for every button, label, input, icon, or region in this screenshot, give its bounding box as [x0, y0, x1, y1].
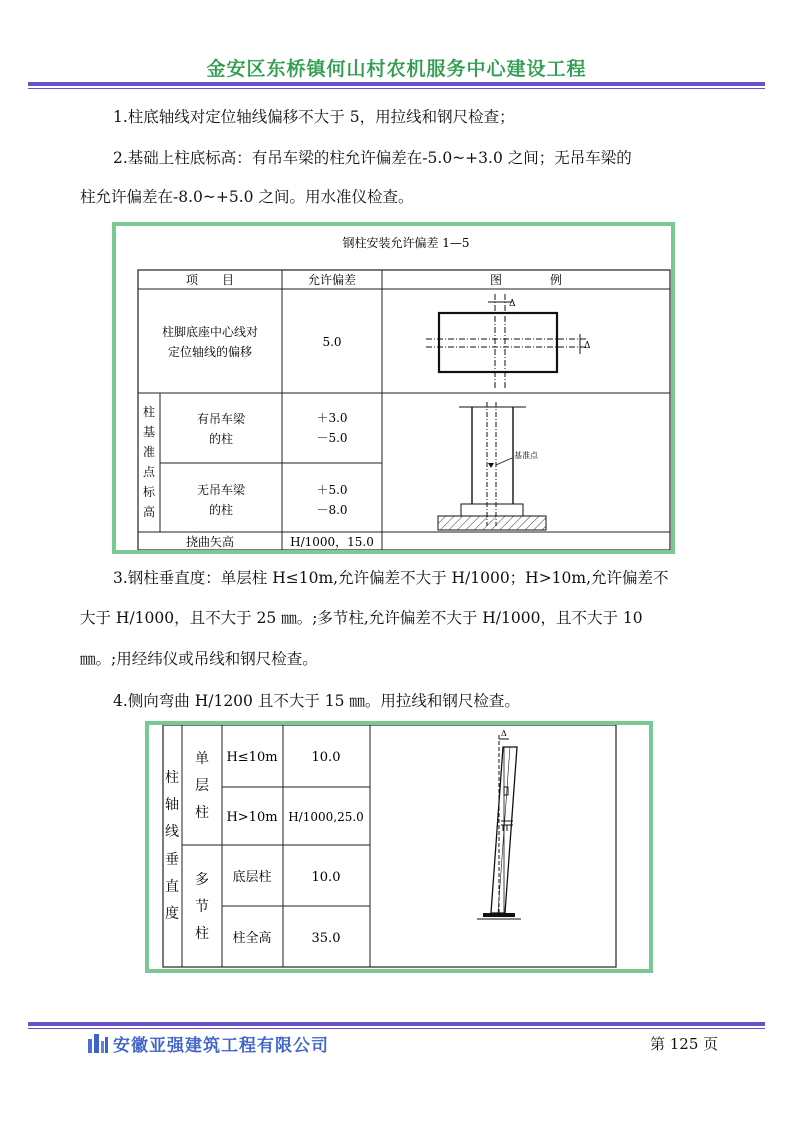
base-plate-offset-diagram [426, 294, 591, 389]
row4-item: 挠曲矢高 [185, 535, 235, 549]
header-figure: 图 例 [489, 273, 563, 287]
header-rule [28, 82, 765, 86]
svg-text:垂: 垂 [165, 852, 179, 868]
svg-text:基: 基 [142, 425, 156, 439]
row1-value: 5.0 [322, 335, 342, 349]
table-column-install-tolerance [112, 222, 675, 554]
cond-h-le-10m: H≤10m [226, 750, 278, 765]
paragraph-2: 2.基础上柱底标高：有吊车梁的柱允许偏差在-5.0~+3.0 之间；无吊车梁的 [113, 149, 632, 167]
column-verticality-diagram [477, 729, 521, 919]
row3-value-minus: －8.0 [316, 503, 348, 517]
row3-item-line1: 无吊车梁 [196, 483, 246, 497]
paragraph-2-cont: 柱允许偏差在-8.0~+5.0 之间。用水准仪检查。 [80, 188, 414, 206]
svg-text:多: 多 [195, 872, 209, 888]
header-tolerance: 允许偏差 [307, 273, 357, 287]
paragraph-3: 3.钢柱垂直度：单层柱 H≤10m,允许偏差不大于 H/1000；H>10m,允许偏差不 [113, 569, 669, 587]
cond-full-height: 柱全高 [232, 931, 272, 946]
page-header-title: 金安区东桥镇何山村农机服务中心建设工程 [206, 58, 587, 80]
svg-text:层: 层 [195, 778, 209, 794]
row3-item-line2: 的柱 [208, 503, 234, 517]
group-label-axis-verticality [165, 769, 179, 922]
cond-bottom-column: 底层柱 [232, 870, 272, 885]
svg-text:标: 标 [142, 485, 156, 499]
svg-text:点: 点 [142, 465, 156, 479]
svg-text:柱: 柱 [142, 405, 156, 419]
label-single-storey [195, 751, 209, 821]
footer-company-name: 安徽亚强建筑工程有限公司 [113, 1036, 329, 1056]
paragraph-1: 1.柱底轴线对定位轴线偏移不大于 5，用拉线和钢尺检查； [113, 108, 515, 126]
header-rule-thin [28, 88, 765, 89]
row4-value: H/1000，15.0 [290, 535, 374, 549]
paragraph-3-cont-2: ㎜。;用经纬仪或吊线和钢尺检查。 [80, 650, 318, 668]
table-column-verticality [145, 721, 653, 973]
delta-symbol: Δ [509, 299, 516, 309]
svg-text:轴: 轴 [165, 797, 179, 813]
row2-item-line2: 的柱 [208, 432, 234, 446]
svg-text:准: 准 [142, 445, 156, 459]
header-item: 项 目 [185, 273, 235, 287]
footer-rule-thin [28, 1028, 765, 1029]
row2-item-line1: 有吊车梁 [196, 412, 246, 426]
row2-value-minus: －5.0 [316, 431, 348, 445]
row3-value-plus: ＋5.0 [316, 483, 348, 497]
table-caption: 钢柱安装允许偏差 1—5 [342, 236, 470, 250]
svg-text:柱: 柱 [195, 926, 209, 942]
svg-text:线: 线 [165, 824, 179, 840]
value-h-gt-10m: H/1000,25.0 [288, 810, 364, 824]
svg-text:柱: 柱 [165, 770, 179, 786]
value-bottom-column: 10.0 [311, 870, 341, 885]
paragraph-3-cont-1: 大于 H/1000，且不大于 25 ㎜。;多节柱,允许偏差不大于 H/1000，且不大于 10 [80, 609, 643, 627]
value-h-le-10m: 10.0 [311, 750, 341, 765]
footer-rule [28, 1022, 765, 1026]
datum-point-label: 基准点 [514, 451, 538, 460]
svg-text:度: 度 [165, 906, 179, 922]
row2-value-plus: ＋3.0 [316, 411, 348, 425]
svg-text:单: 单 [195, 751, 209, 767]
row1-item-line2: 定位轴线的偏移 [167, 345, 253, 359]
column-elevation-diagram [438, 402, 546, 530]
company-logo-icon [86, 1031, 110, 1057]
paragraph-4: 4.侧向弯曲 H/1200 且不大于 15 ㎜。用拉线和钢尺检查。 [113, 692, 520, 710]
page-number: 第 125 页 [650, 1035, 719, 1053]
label-multi-section [195, 872, 209, 942]
row1-item-line1: 柱脚底座中心线对 [161, 325, 259, 339]
delta-symbol-side: Δ [584, 341, 591, 351]
svg-text:节: 节 [195, 899, 209, 915]
value-full-height: 35.0 [311, 931, 341, 946]
delta-symbol-2: Δ [501, 729, 507, 738]
svg-text:直: 直 [165, 879, 179, 895]
svg-text:柱: 柱 [195, 805, 209, 821]
cond-h-gt-10m: H>10m [226, 810, 278, 825]
svg-text:高: 高 [142, 505, 156, 519]
group-label-base-elevation [143, 404, 156, 519]
